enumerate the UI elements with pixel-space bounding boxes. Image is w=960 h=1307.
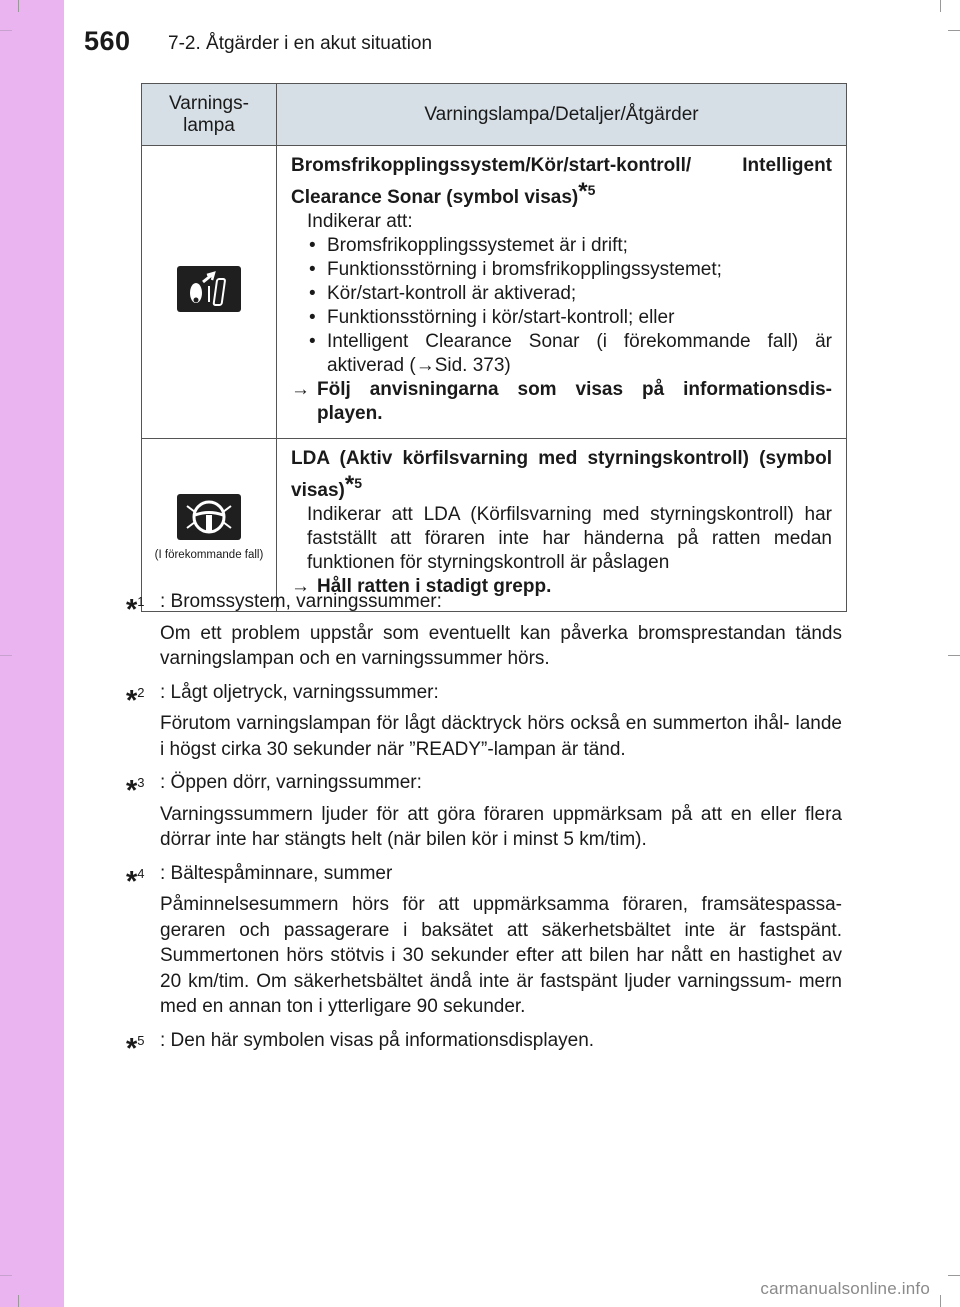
footnote [126,861,842,1020]
item-intro: Indikerar att LDA (Körfilsvarning med styrningskontroll) har fastställt att föraren inte har händerna på ratten medan funktionen för styrningskontroll är påslagen [307,504,832,573]
list-item: • Funktionsstörning i kör/start-kontroll; eller [309,307,675,328]
footnotes [126,589,842,1067]
footnote-body: Påminnelsesummern hörs för att uppmärksamma föraren, framsätespassa- geraren och passagerare i baksätet att säkerhetsbältet inte är fastspänt. Summertonen hörs stötvis i 30 sekunder efter att bilen har nått en hastighet av 20 km/tim. Om säkerhetsbältet ändå inte är fastspänt ljuder varningssum- mern med en annan ton i ytterligare 90 sekunder. [160,894,842,1017]
arrow-right-icon: → [291,576,310,597]
list-item: • Kör/start-kontroll är aktiverad; [309,283,577,304]
lda-steering-wheel-hands-icon [177,494,241,540]
item-title [291,154,832,210]
crop-mark [0,655,12,656]
footnote-body: Varningssummern ljuder för att göra föraren uppmärksam på att en eller flera dörrar inte har stängts helt (när bilen kör i minst 5 km/tim). [160,803,842,850]
crop-mark [0,30,12,31]
list-item: • Intelligent Clearance Sonar (i förekommande fall) är aktiverad (→Sid. 373) [309,331,832,376]
list-item-text: Intelligent Clearance Sonar (i förekommande fall) är aktiverad (→Sid. 373) [327,331,832,376]
footnote-number: 5 [137,1032,145,1048]
item-title-text: Bromsfrikopplingssystem/Kör/start-kontroll/ Intelligent Clearance Sonar (symbol visas) [291,155,832,208]
arrow-right-icon: → [291,379,310,400]
icon-note: (I förekommande fall) [154,548,264,561]
list-item-text: Bromsfrikopplingssystemet är i drift; [327,235,628,256]
crop-mark [948,655,960,656]
footnote-ref: *5 [344,471,363,498]
list-item-text: Funktionsstörning i bromsfrikopplingssystemet; [327,259,722,280]
lamp-column-header-line1: Varnings- [169,92,249,114]
footnote [126,589,842,672]
footnote-marker: *$^1$ [126,594,145,626]
section-title: 7-2. Åtgärder i en akut situation [168,33,433,54]
footnote-ref-number: 5 [587,182,596,198]
table-row [142,146,847,439]
table-header-row [142,84,847,146]
crop-mark [940,1295,941,1307]
table-row [142,439,847,612]
footnote [126,1028,842,1065]
crop-mark [948,30,960,31]
footnote-number: 1 [137,594,145,609]
lamp-column-header [142,84,277,146]
crop-mark [940,0,941,12]
footnote-ref: *5 [578,178,596,205]
footnote-number: 3 [137,775,145,790]
item-title-text: LDA (Aktiv körfilsvarning med styrningskontroll) (symbol visas) [291,448,832,501]
item-title [291,447,832,503]
list-item-text: Kör/start-kontroll är aktiverad; [327,283,577,304]
footnote-body: Förutom varningslampan för lågt däcktryck hörs också en summerton ihål- lande i högst cirka 30 sekunder när ”READY”-lampan är tänd. [160,713,842,760]
section-color-band [0,0,64,1307]
footnote-marker: *$^5$ [126,1032,145,1065]
action-text: Följ anvisningarna som visas på informationsdis- playen. [317,379,832,424]
brake-hold-indicator-icon [177,266,241,312]
page-number: 560 [84,26,131,56]
detail-column-header: Varningslampa/Detaljer/Åtgärder [277,84,847,146]
crop-mark [18,0,19,12]
list-item: • Bromsfrikopplingssystemet är i drift; [309,235,628,256]
list-item: • Funktionsstörning i bromsfrikopplingssystemet; [309,259,722,280]
footnote-number: 2 [137,684,145,700]
footnote-head: : Bromssystem, varningssummer: [160,591,442,612]
footnote-ref-number: 5 [354,475,363,491]
lamp-column-header-line2: lampa [183,114,235,136]
detail-cell [277,146,847,439]
detail-cell [277,439,847,612]
crop-mark [18,1295,19,1307]
warning-lamp-table [141,83,847,612]
action-instruction [291,378,832,426]
footnote-head: : Bältespåminnare, summer [160,862,393,884]
footnote-number: 4 [137,865,145,881]
item-intro: Indikerar att: [307,211,413,232]
footnote [126,680,842,763]
footnote [126,770,842,853]
crop-mark [948,1275,960,1276]
footnote-marker: *$^2$ [126,684,145,717]
watermark[interactable]: carmanualsonline.info [760,1279,930,1298]
lamp-cell [142,439,277,612]
action-text: Håll ratten i stadigt grepp. [317,576,552,597]
footnote-marker: *$^4$ [126,865,145,898]
footnote-head: : Lågt oljetryck, varningssummer: [160,681,439,703]
lamp-cell [142,146,277,439]
footnote-head: : Öppen dörr, varningssummer: [160,772,422,793]
crop-mark [0,1275,12,1276]
footnote-head: : Den här symbolen visas på informationsdisplayen. [160,1029,595,1051]
footnote-marker: *$^3$ [126,775,145,807]
footnote-body: Om ett problem uppstår som eventuellt kan påverka bromsprestandan tänds varningslampan och en varningssummer hörs. [160,622,842,669]
list-item-text: Funktionsstörning i kör/start-kontroll; eller [327,307,675,328]
